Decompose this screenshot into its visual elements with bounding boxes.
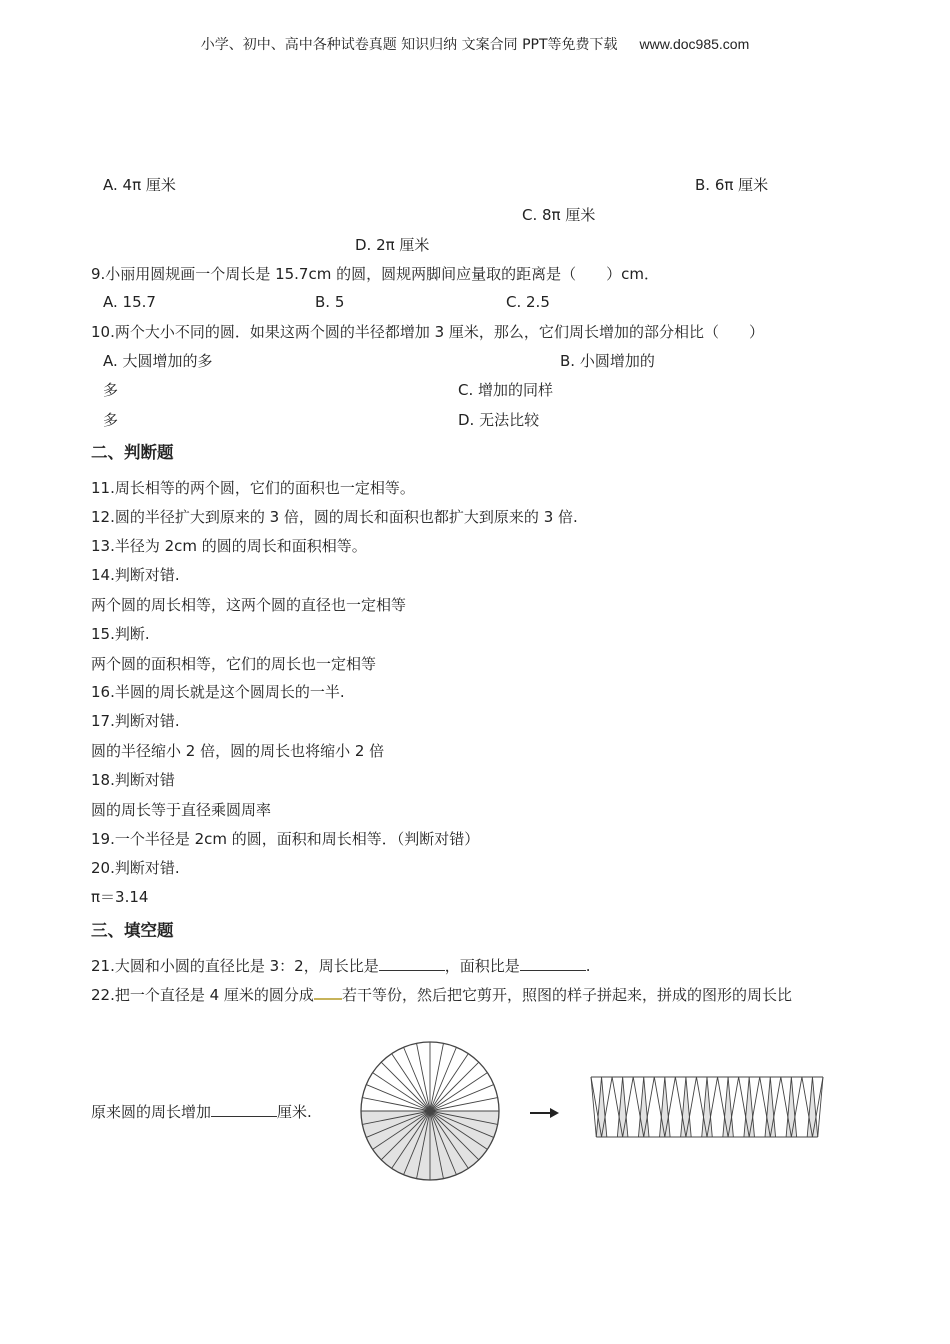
shaded-sector <box>702 1077 713 1137</box>
q22-line-2 <box>91 1102 312 1122</box>
q10-option-c-cont: 多 <box>103 411 119 429</box>
judge-line: 17.判断对错. <box>91 712 180 730</box>
q22-line <box>91 985 792 1005</box>
q9-stem: 9.小丽用圆规画一个周长是 15.7cm 的圆，圆规两脚间应量取的距离是（ ）cm． <box>91 265 659 283</box>
q10-option-a: A. 大圆增加的多 <box>103 352 213 370</box>
q10-option-d: D. 无法比较 <box>458 411 540 429</box>
shaded-sector <box>681 1077 692 1137</box>
section-judge-title: 二、判断题 <box>91 443 174 462</box>
judge-line: 15.判断. <box>91 625 150 643</box>
judge-line: 20.判断对错. <box>91 859 180 877</box>
strip-edge-line <box>591 1077 596 1137</box>
q22-highlight-mark <box>314 986 342 1000</box>
shaded-sector <box>744 1077 755 1137</box>
sectored-circle-diagram <box>357 1038 503 1184</box>
shaded-sector <box>596 1077 607 1137</box>
q22-text-d: 厘米. <box>277 1103 312 1121</box>
q21-text-a: 21.大圆和小圆的直径比是 3：2，周长比是 <box>91 957 379 975</box>
q10-option-b: B. 小圆增加的 <box>560 352 655 370</box>
judge-line: π＝3.14 <box>91 888 149 906</box>
judge-line: 16.半圆的周长就是这个圆周长的一半. <box>91 683 345 701</box>
circle-sector-line <box>430 1062 479 1111</box>
q22-text-a: 22.把一个直径是 4 厘米的圆分成 <box>91 986 314 1004</box>
q8-option-c: C. 8π 厘米 <box>522 206 596 224</box>
q10-stem: 10.两个大小不同的圆．如果这两个圆的半径都增加 3 厘米，那么，它们周长增加的部分相比（ ） <box>91 323 764 341</box>
judge-line: 两个圆的周长相等，这两个圆的直径也一定相等 <box>91 596 407 614</box>
rearranged-sectors-diagram <box>588 1074 826 1140</box>
shaded-sector <box>807 1077 818 1137</box>
rearranged-shaded-sectors <box>596 1077 817 1137</box>
judge-line: 11.周长相等的两个圆，它们的面积也一定相等。 <box>91 479 415 497</box>
arrow-right-icon <box>528 1105 560 1121</box>
shaded-sector <box>638 1077 649 1137</box>
q21-line <box>91 956 591 976</box>
q21-blank-perimeter[interactable] <box>379 956 445 971</box>
q22-text-b: 若干等份，然后把它剪开，照图的样子拼起来，拼成的图形的周长比 <box>341 986 792 1004</box>
q21-text-b: ，面积比是 <box>444 957 520 975</box>
q9-option-b: B. 5 <box>315 293 345 311</box>
q8-option-a: A. 4π 厘米 <box>103 176 176 194</box>
shaded-sector <box>786 1077 797 1137</box>
header-site: www.doc985.com <box>639 36 750 52</box>
judge-line: 圆的半径缩小 2 倍，圆的周长也将缩小 2 倍 <box>91 742 385 760</box>
judge-line: 18.判断对错 <box>91 771 175 789</box>
header-text: 小学、初中、高中各种试卷真题 知识归纳 文案合同 PPT等免费下载 <box>200 37 618 53</box>
strip-edge-line <box>818 1077 823 1137</box>
q8-option-b: B. 6π 厘米 <box>695 176 769 194</box>
page-header <box>0 34 950 54</box>
q10-option-b-cont: 多 <box>103 381 119 399</box>
q9-option-a: A. 15.7 <box>103 293 156 311</box>
q22-blank[interactable] <box>211 1102 277 1117</box>
shaded-sector <box>765 1077 776 1137</box>
shaded-sector <box>617 1077 628 1137</box>
q22-text-c: 原来圆的周长增加 <box>91 1103 212 1121</box>
q21-blank-area[interactable] <box>520 956 586 971</box>
q21-text-c: . <box>585 957 591 975</box>
judge-line: 圆的周长等于直径乘圆周率 <box>91 801 272 819</box>
section-fill-title: 三、填空题 <box>91 921 174 940</box>
shaded-sector <box>723 1077 734 1137</box>
shaded-sector <box>660 1077 671 1137</box>
q8-option-d: D. 2π 厘米 <box>355 236 430 254</box>
q9-option-c: C. 2.5 <box>506 293 550 311</box>
judge-line: 19.一个半径是 2cm 的圆，面积和周长相等．（判断对错） <box>91 830 480 848</box>
judge-line: 14.判断对错. <box>91 566 180 584</box>
q10-option-c: C. 增加的同样 <box>458 381 554 399</box>
judge-line: 13.半径为 2cm 的圆的周长和面积相等。 <box>91 537 367 555</box>
judge-line: 12.圆的半径扩大到原来的 3 倍，圆的周长和面积也都扩大到原来的 3 倍. <box>91 508 578 526</box>
circle-sector-line <box>381 1062 430 1111</box>
judge-line: 两个圆的面积相等，它们的周长也一定相等 <box>91 655 377 673</box>
